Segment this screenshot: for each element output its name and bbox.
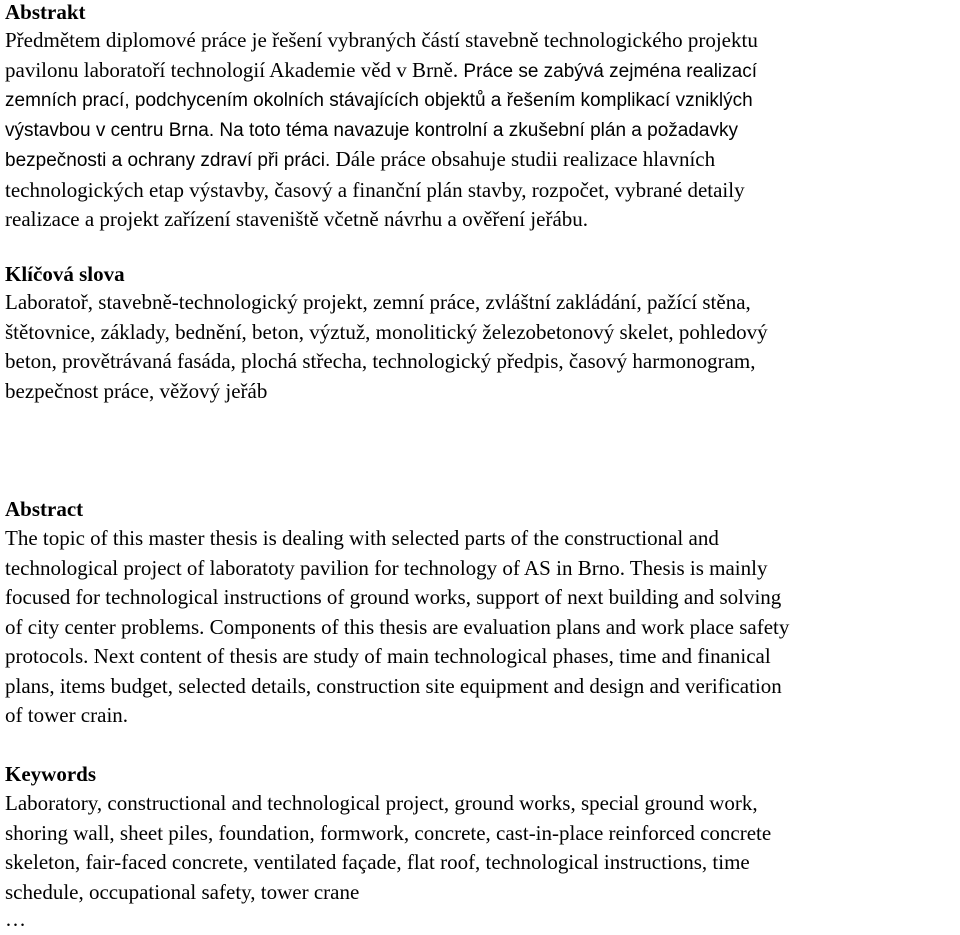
abstract-line-7: of tower crain. (5, 703, 129, 727)
abstrakt-line-2-serif: pavilonu laboratoří technologií Akademie věd v Brně. (5, 57, 459, 82)
abstrakt-line-7: realizace a projekt zařízení staveniště včetně návrhu a ověření jeřábu. (5, 207, 589, 231)
abstract-paragraph (5, 524, 958, 731)
keywords-line-3: skeleton, fair-faced concrete, ventilated façade, flat roof, technological instructions, time (5, 850, 750, 874)
abstract-line-3: focused for technological instructions of ground works, support of next building and solving (5, 585, 782, 609)
abstract-line-1: The topic of this master thesis is dealing with selected parts of the constructional and (5, 526, 719, 550)
abstrakt-line-2 (5, 56, 958, 87)
abstrakt-heading: Abstrakt (5, 0, 86, 24)
abstract-line-6: plans, items budget, selected details, construction site equipment and design and verification (5, 673, 782, 698)
klicova-slova-paragraph (5, 288, 958, 406)
keywords-paragraph (5, 789, 958, 907)
abstract-line-2: technological project of laboratoty pavilion for technology of AS in Brno. Thesis is mainly (5, 555, 768, 580)
keywords-heading: Keywords (5, 762, 96, 786)
klicova-slova-line-2: štětovnice, základy, bednění, beton, výztuž, monolitický železobetonový skelet, pohledový (5, 319, 768, 344)
abstrakt-line-2-sans: Práce se zabývá zejména realizací (458, 60, 758, 82)
abstrakt-line-5-sans: bezpečnosti a ochrany zdraví při práci. (5, 150, 331, 171)
abstrakt-line-1: Předmětem diplomové práce je řešení vybraných částí stavebně technologického projektu (5, 28, 758, 52)
klicova-slova-line-4: bezpečnost práce, věžový jeřáb (5, 378, 268, 403)
klicova-slova-heading: Klíčová slova (5, 262, 125, 286)
trailing-ellipsis: … (5, 907, 26, 931)
abstrakt-line-5 (5, 145, 958, 176)
abstrakt-paragraph (5, 26, 958, 235)
abstract-line-5: protocols. Next content of thesis are study of main technological phases, time and finanical (5, 644, 771, 668)
abstrakt-line-5-serif: Dále práce obsahuje studii realizace hlavních (330, 147, 716, 171)
abstract-heading: Abstract (5, 497, 84, 521)
klicova-slova-line-3: beton, provětrávaná fasáda, plochá střecha, technologický předpis, časový harmonogram, (5, 349, 756, 373)
abstrakt-line-6: technologických etap výstavby, časový a finanční plán stavby, rozpočet, vybrané detaily (5, 177, 745, 202)
klicova-slova-line-1: Laboratoř, stavebně-technologický projekt, zemní práce, zvláštní zakládání, pažící stěna, (5, 290, 751, 314)
keywords-line-4: schedule, occupational safety, tower crane (5, 879, 360, 904)
abstrakt-line-3: zemních prací, podchycením okolních stávajících objektů a řešením komplikací vzniklých (5, 90, 753, 111)
keywords-line-1: Laboratory, constructional and technological project, ground works, special ground work, (5, 791, 758, 815)
keywords-line-2: shoring wall, sheet piles, foundation, formwork, concrete, cast-in-place reinforced concrete (5, 820, 772, 845)
abstract-line-4: of city center problems. Components of this thesis are evaluation plans and work place safety (5, 614, 790, 639)
abstrakt-line-4: výstavbou v centru Brna. Na toto téma navazuje kontrolní a zkušební plán a požadavky (5, 119, 738, 141)
